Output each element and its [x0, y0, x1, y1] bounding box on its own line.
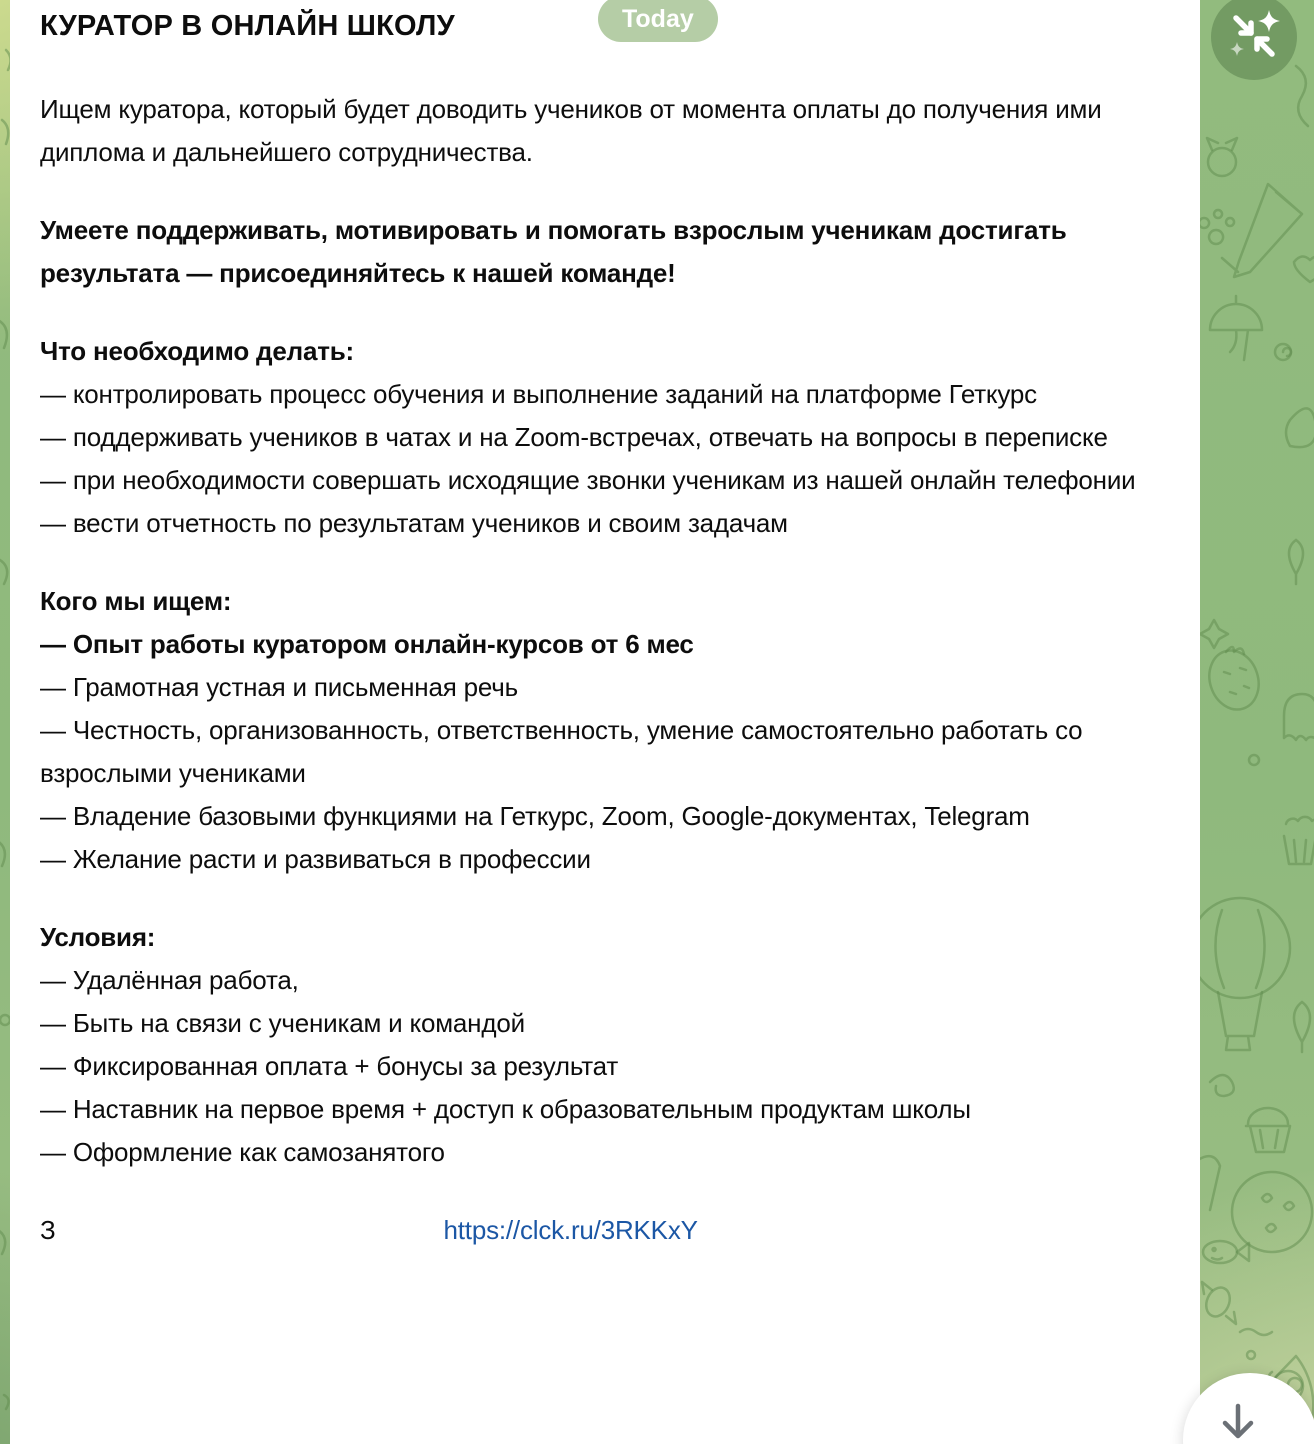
footer-text-fragment: З: [40, 1215, 56, 1245]
list-item: — Грамотная устная и письменная речь: [40, 672, 518, 702]
section-heading: Кого мы ищем:: [40, 586, 232, 616]
message-paragraph-intro: Ищем куратора, который будет доводить учеников от момента оплаты до получения ими диплома и дальнейшего сотрудничества.: [40, 94, 1102, 167]
list-item: — вести отчетность по результатам учеников и своим задачам: [40, 508, 788, 538]
section-conditions: [40, 916, 1186, 1174]
list-item: — поддерживать учеников в чатах и на Zoom-встречах, отвечать на вопросы в переписке: [40, 422, 1108, 452]
list-item: — Быть на связи с ученикам и командой: [40, 1008, 525, 1038]
date-badge[interactable]: Today: [598, 0, 718, 42]
list-item: — Желание расти и развиваться в профессии: [40, 844, 591, 874]
section-heading: Что необходимо делать:: [40, 336, 354, 366]
message-footer-line: [40, 1209, 1186, 1252]
list-item: — при необходимости совершать исходящие звонки ученикам из нашей онлайн телефонии: [40, 465, 1136, 495]
list-item: — Владение базовыми функциями на Геткурс, Zoom, Google-документах, Telegram: [40, 801, 1030, 831]
collapse-button[interactable]: [1211, 0, 1297, 80]
list-item: — Честность, организованность, ответственность, умение самостоятельно работать со взрослыми учениками: [40, 715, 1083, 788]
list-item: — Фиксированная оплата + бонусы за результат: [40, 1051, 619, 1081]
scroll-to-bottom-button[interactable]: [1183, 1373, 1314, 1444]
post-title: КУРАТОР В ОНЛАЙН ШКОЛУ: [40, 10, 455, 42]
apply-link[interactable]: https://clck.ru/3RKKxY: [443, 1215, 698, 1245]
list-item: — Наставник на первое время + доступ к образовательным продуктам школы: [40, 1094, 971, 1124]
section-duties: [40, 330, 1186, 545]
list-item: — Удалённая работа,: [40, 965, 299, 995]
list-item: — контролировать процесс обучения и выполнение заданий на платформе Геткурс: [40, 379, 1037, 409]
section-heading: Условия:: [40, 922, 156, 952]
message-panel: [10, 0, 1200, 1444]
message-paragraph-pitch: Умеете поддерживать, мотивировать и помогать взрослым ученикам достигать результата — присоединяйтесь к нашей команде!: [40, 215, 1067, 288]
section-requirements: [40, 580, 1186, 881]
list-item: — Оформление как самозанятого: [40, 1137, 445, 1167]
list-item: — Опыт работы куратором онлайн-курсов от 6 мес: [40, 629, 694, 659]
